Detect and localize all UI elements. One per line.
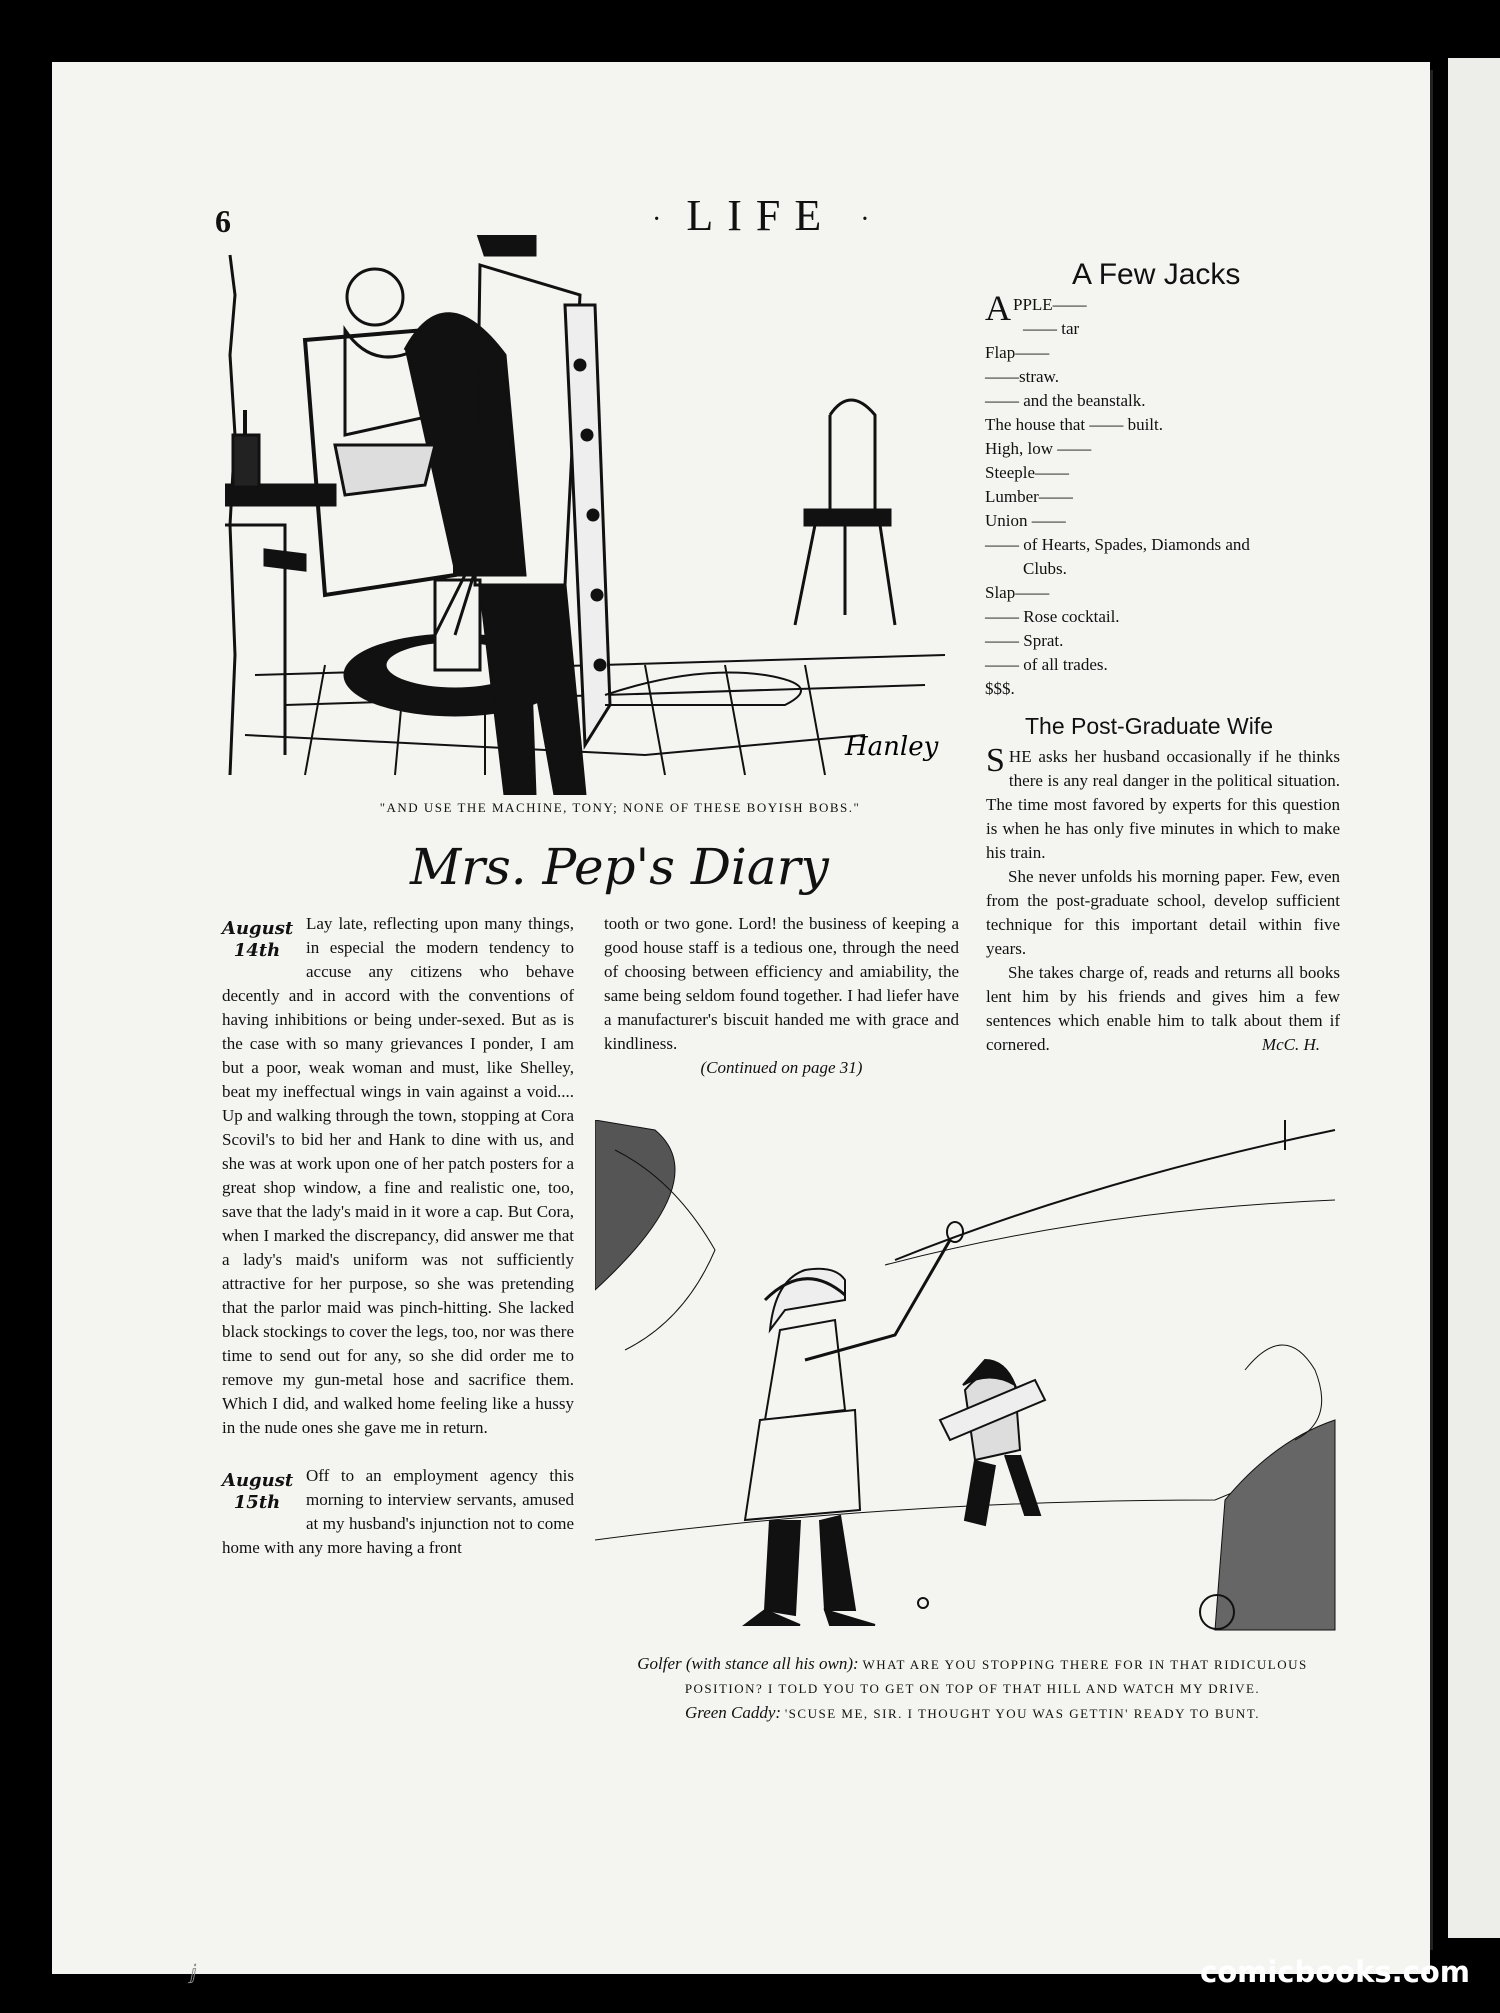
jacks-line: Lumber—— <box>985 487 1073 506</box>
golf-line-2: 'SCUSE ME, SIR. I THOUGHT YOU WAS GETTIN' READY TO BUNT. <box>784 1706 1261 1721</box>
masthead-dot-left: · <box>652 203 662 235</box>
golf-speaker-2: Green Caddy: <box>684 1703 782 1722</box>
diary-entry-2-date <box>222 1470 292 1514</box>
wife-dropcap: S <box>986 742 1005 779</box>
wife-paragraph <box>986 742 1340 865</box>
diary-column-1 <box>222 912 574 1560</box>
diary-entry-1 <box>222 912 574 1440</box>
wife-signature: McC. H. <box>1261 1035 1320 1054</box>
jacks-dropcap: A <box>985 288 1011 328</box>
page-gutter-shadow <box>1430 70 1433 1950</box>
jacks-line: ——straw. <box>985 367 1059 386</box>
diary-entry-2-text: Off to an employment agency this morning to interview servants, amused at my husband's injunction not to come home with any more having a front <box>222 1466 574 1557</box>
barber-caption: "AND USE THE MACHINE, TONY; NONE OF THESE BOYISH BOBS." <box>379 800 861 815</box>
masthead <box>652 190 870 241</box>
jacks-line: Clubs. <box>1023 559 1067 578</box>
jacks-line: Steeple—— <box>985 463 1070 482</box>
date-day: 14th <box>233 940 281 961</box>
diary-entry-1-date <box>222 918 292 962</box>
wife-title: The Post-Graduate Wife <box>1025 713 1273 739</box>
jacks-line: High, low —— <box>985 439 1092 458</box>
wife-paragraph-text: HE asks her husband occasionally if he thinks there is any real danger in the political situation. The time most favored by experts for this question is when he has only five minutes in which to make his train. <box>986 747 1340 862</box>
illustrator-signature: Hanley <box>845 732 939 762</box>
golf-speaker-1: Golfer (with stance all his own): <box>637 1654 859 1673</box>
date-month: August <box>222 918 294 939</box>
golf-illustration <box>595 1120 1345 1650</box>
jacks-line: $$$. <box>985 679 1015 698</box>
golf-caption <box>600 1652 1345 1726</box>
date-day: 15th <box>233 1492 281 1513</box>
jacks-poem <box>985 288 1345 701</box>
jacks-line: —— of all trades. <box>985 655 1108 674</box>
jacks-line: —— and the beanstalk. <box>985 391 1146 410</box>
wife-paragraph: She takes charge of, reads and returns all books lent him by his friends and gives him a few sentences which enable him to talk about them if cornered. <box>986 963 1340 1054</box>
golf-line-1: WHAT ARE YOU STOPPING THERE FOR IN THAT RIDICULOUS POSITION? I TOLD YOU TO GET ON TOP OF THAT HILL AND WATCH MY DRIVE. <box>684 1657 1308 1696</box>
jacks-line: The house that —— built. <box>985 415 1164 434</box>
jacks-line: —— tar <box>1023 319 1080 338</box>
masthead-title: LIFE <box>686 191 836 240</box>
diary-entry-1-text: Lay late, reflecting upon many things, in especial the modern tendency to accuse any citizens who behave decently and in accord with the conventions of having inhibitions or being under-sexed. But as is the case with so many grievances I ponder, I am but a poor, weak woman and must, like Shelley, beat my ineffectual wings in vain against a void.... Up and walking through the town, stopping at Cora Scovil's to bid her and Hank to dine with us, and she was at work upon one of her patch posters for a great shop window, a fine and realistic one, too, save that the lady's maid in it wore a cap. But Cora, when I marked the discrepancy, did answer me that a lady's maid's uniform was not sufficiently attractive for her purpose, so she was pretending that the parlor maid was pinch-hitting. She lacked black stockings to cover the legs, too, nor was there time to send out for any, so she did order me to remove my gun-metal hose and sacrifice them. Which I did, and walked home feeling like a hussy in the nude ones she gave me in return. <box>222 914 574 1437</box>
jacks-line: Union —— <box>985 511 1066 530</box>
adjacent-page-edge <box>1448 58 1500 1938</box>
jacks-first-line-rest: PPLE—— <box>1013 295 1087 314</box>
jacks-first-line <box>985 288 1345 328</box>
jacks-line: Slap—— <box>985 583 1050 602</box>
jacks-line: Flap—— <box>985 343 1050 362</box>
diary-continued-note: (Continued on page 31) <box>700 1058 863 1077</box>
jacks-line: —— Sprat. <box>985 631 1064 650</box>
jacks-line: —— of Hearts, Spades, Diamonds and <box>985 535 1250 554</box>
date-month: August <box>222 1470 294 1491</box>
masthead-dot-right: · <box>860 203 870 235</box>
site-watermark: comicbooks.com <box>1200 1955 1470 1989</box>
wife-article <box>986 742 1340 1057</box>
barber-shop-illustration <box>225 235 970 795</box>
page-number: 6 <box>215 203 231 239</box>
jacks-title: A Few Jacks <box>1072 258 1241 291</box>
diary-column-2 <box>604 912 959 1080</box>
diary-title: Mrs. Pep's Diary <box>410 838 829 896</box>
diary-column-2-text: tooth or two gone. Lord! the business of keeping a good house staff is a tedious one, through the need of choosing between efficiency and amiability, the same being seldom found together. I had liefer have a manufacturer's biscuit handed me with grace and kindliness. <box>604 914 959 1053</box>
scan-corner-mark: ⅉ <box>190 1962 198 1984</box>
jacks-line: —— Rose cocktail. <box>985 607 1120 626</box>
wife-paragraph: She never unfolds his morning paper. Few, even from the post-graduate school, develop sufficient technique for this important detail within five years. <box>986 867 1340 958</box>
diary-entry-2 <box>222 1464 574 1560</box>
